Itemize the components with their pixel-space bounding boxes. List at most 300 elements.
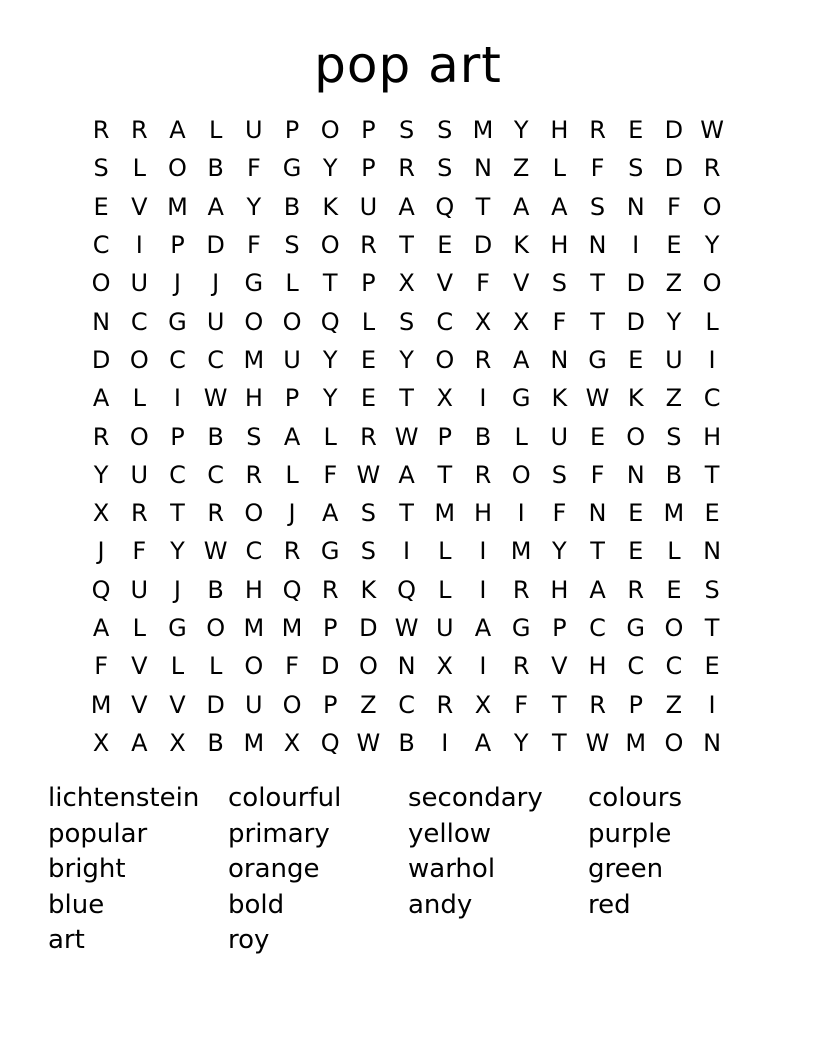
grid-letter: J <box>212 269 220 298</box>
grid-letter: R <box>474 460 492 489</box>
grid-letter: W <box>394 422 419 451</box>
grid-letter: V <box>436 269 453 298</box>
word-list-item: colours <box>588 783 683 813</box>
grid-letter: Z <box>665 690 683 719</box>
grid-letter: F <box>514 690 529 719</box>
grid-letter: L <box>667 537 681 566</box>
grid-letter: L <box>285 269 299 298</box>
grid-letter: U <box>130 269 149 298</box>
grid-letter: L <box>132 384 146 413</box>
grid-letter: S <box>246 422 262 451</box>
grid-letter: R <box>207 499 224 528</box>
grid-letter: R <box>245 460 263 489</box>
grid-letter: V <box>169 690 186 719</box>
grid-letter: M <box>243 345 265 374</box>
grid-letter: W <box>394 614 419 642</box>
grid-letter: G <box>168 614 187 642</box>
grid-letter: H <box>473 499 492 528</box>
grid-letter: U <box>206 307 225 336</box>
grid-letter: R <box>627 575 645 604</box>
grid-letter: P <box>322 690 338 719</box>
grid-letter: X <box>169 728 186 757</box>
grid-letter: R <box>512 652 530 681</box>
grid-letter: X <box>398 269 415 298</box>
grid-letter: D <box>664 116 684 145</box>
grid-letter: F <box>246 231 261 260</box>
grid-letter: A <box>512 192 530 221</box>
grid-letter: S <box>551 269 567 298</box>
grid-letter: L <box>323 422 337 451</box>
grid-letter: X <box>92 499 110 528</box>
grid-letter: X <box>92 728 110 757</box>
grid-letter: E <box>360 384 376 413</box>
grid-letter: Q <box>320 307 340 336</box>
grid-letter: E <box>704 652 720 681</box>
grid-letter: I <box>135 231 143 260</box>
grid-letter: U <box>130 460 149 489</box>
grid-letter: T <box>399 231 414 260</box>
grid-letter: Q <box>397 575 417 604</box>
grid-letter: F <box>552 307 567 336</box>
grid-letter: P <box>437 422 453 451</box>
grid-letter: L <box>438 575 452 604</box>
grid-letter: P <box>284 384 300 413</box>
grid-letter: O <box>91 269 111 298</box>
grid-letter: Y <box>513 728 529 757</box>
grid-letter: A <box>589 575 606 604</box>
page-title: pop art <box>314 36 502 94</box>
grid-letter: G <box>244 269 264 298</box>
grid-letter: T <box>322 269 338 298</box>
grid-letter: T <box>590 269 605 298</box>
grid-letter: D <box>320 652 340 681</box>
grid-letter: S <box>360 499 377 528</box>
grid-letter: H <box>550 116 569 145</box>
grid-letter: F <box>552 499 567 528</box>
grid-letter: T <box>475 192 491 221</box>
grid-letter: M <box>243 728 265 757</box>
grid-letter: Z <box>665 269 683 298</box>
grid-letter: S <box>398 307 415 336</box>
grid-letter: L <box>285 460 299 489</box>
grid-letter: F <box>285 652 299 681</box>
grid-letter: N <box>588 231 607 260</box>
grid-letter: A <box>474 614 492 642</box>
grid-letter: O <box>626 422 646 451</box>
grid-letter: S <box>628 154 644 183</box>
grid-letter: G <box>626 614 646 642</box>
grid-letter: C <box>398 690 415 719</box>
grid-letter: R <box>360 231 377 260</box>
grid-letter: L <box>438 537 452 566</box>
grid-letter: D <box>626 307 645 336</box>
grid-letter: Z <box>512 154 530 183</box>
grid-letter: F <box>667 192 681 221</box>
grid-letter: C <box>169 460 186 489</box>
grid-letter: B <box>665 460 683 489</box>
grid-letter: T <box>590 307 605 336</box>
grid-letter: C <box>589 614 606 642</box>
grid-letter: O <box>511 460 531 489</box>
grid-letter: W <box>203 384 228 413</box>
grid-letter: H <box>703 422 722 451</box>
grid-letter: S <box>666 422 682 451</box>
grid-letter: G <box>320 537 340 566</box>
grid-letter: S <box>589 192 606 221</box>
word-list-item: primary <box>228 818 330 849</box>
word-list-item: roy <box>228 925 270 955</box>
grid-letter: V <box>131 192 148 221</box>
grid-letter: M <box>167 192 188 221</box>
letter-grid <box>82 111 731 762</box>
word-list-item: bold <box>228 889 285 920</box>
grid-letter: T <box>552 728 567 757</box>
grid-letter: V <box>131 690 148 719</box>
grid-letter: L <box>208 652 223 681</box>
grid-letter: P <box>284 116 300 145</box>
grid-letter: R <box>703 154 721 183</box>
grid-letter: D <box>626 269 645 298</box>
grid-letter: O <box>702 192 722 221</box>
grid-letter: N <box>703 728 722 757</box>
grid-letter: O <box>282 690 302 719</box>
grid-letter: O <box>320 231 340 260</box>
grid-letter: G <box>282 154 302 183</box>
grid-letter: W <box>585 728 610 757</box>
grid-letter: R <box>130 499 148 528</box>
word-list-item: andy <box>408 889 473 920</box>
grid-letter: E <box>360 345 376 374</box>
grid-letter: Y <box>322 345 338 374</box>
grid-letter: O <box>244 652 264 681</box>
word-list-item: orange <box>228 854 320 884</box>
grid-letter: M <box>663 499 685 528</box>
grid-letter: I <box>173 384 181 413</box>
grid-letter: U <box>130 575 149 604</box>
grid-letter: T <box>170 499 185 528</box>
grid-letter: E <box>628 499 644 528</box>
grid-letter: O <box>129 345 149 374</box>
grid-letter: E <box>666 231 682 260</box>
grid-letter: Y <box>552 537 567 566</box>
grid-letter: C <box>207 460 225 489</box>
word-list-item: lichtenstein <box>48 783 200 813</box>
grid-letter: G <box>511 384 531 413</box>
grid-letter: U <box>245 690 263 719</box>
grid-letter: S <box>398 116 415 145</box>
grid-letter: A <box>398 460 415 489</box>
grid-letter: J <box>173 575 181 604</box>
grid-letter: F <box>590 460 605 489</box>
grid-letter: Y <box>513 116 529 145</box>
word-list-item: warhol <box>408 854 496 884</box>
grid-letter: A <box>283 422 301 451</box>
grid-letter: T <box>704 460 720 489</box>
grid-letter: J <box>97 537 105 566</box>
grid-letter: P <box>170 422 185 451</box>
grid-letter: X <box>436 384 453 413</box>
grid-letter: D <box>664 154 684 183</box>
grid-letter: W <box>356 460 381 489</box>
grid-letter: M <box>281 614 303 642</box>
grid-letter: D <box>473 231 493 260</box>
grid-letter: C <box>703 384 721 413</box>
grid-letter: T <box>399 499 414 528</box>
grid-letter: N <box>703 537 722 566</box>
grid-letter: E <box>666 575 682 604</box>
grid-letter: T <box>590 537 605 566</box>
grid-letter: E <box>437 231 453 260</box>
grid-letter: R <box>130 116 148 145</box>
grid-letter: U <box>665 345 683 374</box>
grid-letter: U <box>245 116 263 145</box>
grid-letter: Y <box>399 345 414 374</box>
grid-letter: I <box>441 728 449 757</box>
grid-letter: G <box>511 614 531 642</box>
grid-letter: B <box>207 422 224 451</box>
grid-letter: K <box>627 384 644 413</box>
grid-letter: I <box>708 345 716 374</box>
grid-letter: D <box>359 614 378 642</box>
grid-letter: D <box>91 345 111 374</box>
grid-letter: M <box>243 614 265 642</box>
grid-letter: R <box>92 116 110 145</box>
grid-letter: C <box>130 307 148 336</box>
grid-letter: H <box>588 652 607 681</box>
grid-letter: W <box>700 116 724 145</box>
grid-letter: M <box>90 690 112 719</box>
grid-letter: I <box>708 690 716 719</box>
grid-letter: L <box>552 154 567 183</box>
grid-letter: G <box>588 345 607 374</box>
grid-letter: O <box>168 154 187 183</box>
grid-letter: T <box>704 614 720 642</box>
grid-letter: L <box>514 422 528 451</box>
grid-letter: F <box>476 269 490 298</box>
grid-letter: H <box>244 575 263 604</box>
grid-letter: Q <box>320 728 340 757</box>
grid-letter: V <box>551 652 568 681</box>
word-list-item: red <box>588 889 631 920</box>
grid-letter: B <box>207 154 224 183</box>
grid-letter: O <box>664 614 684 642</box>
grid-letter: D <box>206 690 225 719</box>
grid-letter: C <box>627 652 645 681</box>
grid-letter: I <box>479 384 487 413</box>
grid-letter: X <box>474 690 492 719</box>
word-list <box>48 781 768 959</box>
grid-letter: Z <box>665 384 683 413</box>
grid-letter: Q <box>435 192 455 221</box>
grid-letter: P <box>322 614 338 642</box>
grid-letter: R <box>589 116 606 145</box>
grid-letter: P <box>361 269 376 298</box>
grid-letter: S <box>437 154 453 183</box>
grid-letter: Z <box>360 690 377 719</box>
grid-letter: O <box>282 307 302 336</box>
grid-letter: O <box>244 499 264 528</box>
grid-letter: I <box>517 499 525 528</box>
grid-letter: U <box>550 422 569 451</box>
grid-letter: O <box>320 116 340 145</box>
grid-letter: I <box>479 575 487 604</box>
grid-letter: V <box>131 652 148 681</box>
grid-letter: R <box>283 537 301 566</box>
grid-letter: B <box>398 728 415 757</box>
grid-letter: H <box>244 384 263 413</box>
grid-letter: H <box>550 575 569 604</box>
grid-letter: O <box>358 652 378 681</box>
grid-letter: S <box>284 231 300 260</box>
grid-letter: U <box>435 614 454 642</box>
grid-letter: R <box>436 690 454 719</box>
grid-letter: L <box>705 307 719 336</box>
grid-letter: E <box>589 422 606 451</box>
grid-letter: O <box>702 269 722 298</box>
grid-letter: M <box>510 537 532 566</box>
grid-letter: C <box>665 652 683 681</box>
grid-letter: F <box>94 652 108 681</box>
grid-letter: V <box>512 269 530 298</box>
grid-letter: B <box>207 728 224 757</box>
grid-letter: R <box>512 575 530 604</box>
grid-letter: W <box>585 384 610 413</box>
grid-letter: L <box>170 652 185 681</box>
grid-letter: K <box>513 231 530 260</box>
grid-letter: A <box>512 345 530 374</box>
grid-letter: A <box>131 728 148 757</box>
grid-letter: L <box>208 116 223 145</box>
grid-letter: S <box>93 154 109 183</box>
grid-letter: M <box>625 728 647 757</box>
grid-letter: B <box>283 192 301 221</box>
word-list-item: colourful <box>228 783 342 813</box>
grid-letter: A <box>551 192 568 221</box>
grid-letter: Y <box>170 537 185 566</box>
grid-letter: I <box>632 231 640 260</box>
grid-letter: O <box>244 307 264 336</box>
grid-letter: Y <box>246 192 262 221</box>
grid-letter: F <box>323 460 338 489</box>
grid-letter: C <box>169 345 186 374</box>
word-list-item <box>588 923 768 959</box>
grid-letter: Q <box>282 575 302 604</box>
grid-letter: N <box>626 460 645 489</box>
grid-letter: Y <box>322 384 338 413</box>
grid-letter: P <box>361 116 376 145</box>
grid-letter: N <box>626 192 645 221</box>
word-list-item: popular <box>48 818 148 849</box>
grid-letter: A <box>474 728 492 757</box>
grid-letter: S <box>551 460 567 489</box>
grid-letter: K <box>360 575 377 604</box>
grid-letter: P <box>552 614 567 642</box>
grid-letter: G <box>168 307 187 336</box>
grid-letter: S <box>360 537 377 566</box>
grid-letter: X <box>283 728 301 757</box>
grid-letter: U <box>283 345 301 374</box>
grid-letter: A <box>92 614 110 642</box>
grid-letter: N <box>92 307 111 336</box>
grid-letter: I <box>479 537 487 566</box>
grid-letter: L <box>132 614 146 642</box>
word-list-item: secondary <box>408 783 543 813</box>
grid-letter: L <box>361 307 376 336</box>
grid-letter: K <box>551 384 568 413</box>
grid-letter: O <box>664 728 684 757</box>
word-list-item <box>408 923 588 959</box>
grid-letter: P <box>628 690 643 719</box>
grid-letter: P <box>361 154 376 183</box>
grid-letter: H <box>550 231 569 260</box>
grid-letter: W <box>356 728 381 757</box>
grid-letter: N <box>550 345 569 374</box>
grid-letter: X <box>474 307 492 336</box>
grid-letter: M <box>472 116 494 145</box>
grid-letter: C <box>92 231 110 260</box>
grid-letter: O <box>129 422 149 451</box>
grid-letter: S <box>437 116 453 145</box>
grid-letter: N <box>397 652 416 681</box>
grid-letter: R <box>360 422 377 451</box>
grid-letter: K <box>322 192 339 221</box>
grid-letter: Y <box>93 460 109 489</box>
grid-letter: X <box>436 652 453 681</box>
grid-letter: I <box>479 652 487 681</box>
word-list-item: blue <box>48 889 105 920</box>
grid-letter: R <box>321 575 339 604</box>
grid-letter: J <box>173 269 181 298</box>
grid-letter: E <box>93 192 109 221</box>
grid-letter: T <box>437 460 453 489</box>
word-list-item: purple <box>588 818 672 849</box>
grid-letter: S <box>704 575 720 604</box>
grid-letter: P <box>170 231 185 260</box>
grid-letter: Q <box>91 575 111 604</box>
grid-letter: E <box>704 499 720 528</box>
grid-letter: A <box>92 384 110 413</box>
grid-letter: N <box>588 499 607 528</box>
grid-letter: M <box>434 499 456 528</box>
grid-letter: B <box>474 422 492 451</box>
grid-letter: C <box>207 345 225 374</box>
grid-letter: A <box>322 499 339 528</box>
grid-letter: A <box>207 192 224 221</box>
grid-letter: W <box>203 537 228 566</box>
grid-letter: J <box>288 499 296 528</box>
grid-letter: I <box>403 537 411 566</box>
grid-letter: E <box>628 116 644 145</box>
grid-letter: T <box>399 384 414 413</box>
word-list-item: green <box>588 854 664 884</box>
grid-letter: F <box>246 154 261 183</box>
grid-letter: Y <box>704 231 720 260</box>
grid-letter: B <box>207 575 224 604</box>
grid-letter: E <box>628 345 644 374</box>
word-list-item: art <box>48 925 85 955</box>
grid-letter: A <box>169 116 186 145</box>
grid-letter: N <box>473 154 492 183</box>
grid-letter: C <box>245 537 263 566</box>
grid-letter: U <box>359 192 378 221</box>
grid-letter: R <box>92 422 110 451</box>
grid-letter: E <box>628 537 644 566</box>
grid-letter: F <box>590 154 605 183</box>
grid-letter: F <box>132 537 147 566</box>
word-list-item: yellow <box>408 818 492 849</box>
grid-letter: Y <box>322 154 338 183</box>
grid-letter: Y <box>666 307 682 336</box>
